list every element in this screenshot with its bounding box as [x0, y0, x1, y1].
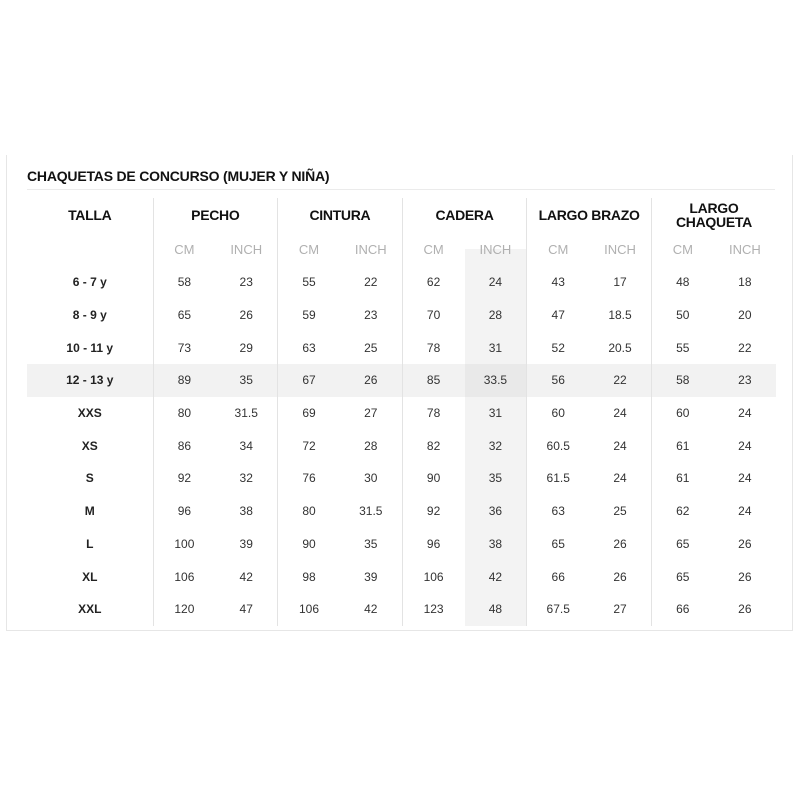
table-row — [27, 397, 776, 430]
inch-value-cell: 28 — [465, 299, 527, 332]
inch-value-cell: 48 — [465, 593, 527, 626]
cm-value-cell: 96 — [153, 495, 215, 528]
cm-value-cell: 65 — [651, 560, 713, 593]
size-cell: M — [84, 504, 95, 519]
inch-value-cell: 26 — [340, 364, 402, 397]
cm-value-cell: 85 — [402, 364, 464, 397]
unit-cm: CM — [402, 232, 464, 266]
inch-value-cell: 31.5 — [234, 406, 258, 421]
inch-value-cell: 42 — [465, 560, 527, 593]
inch-value-cell: 24 — [613, 438, 627, 453]
cm-value-cell: 73 — [153, 331, 215, 364]
unit-inch: INCH — [728, 241, 761, 257]
cm-value-cell: 106 — [402, 560, 464, 593]
size-cell: 8 - 9 y — [72, 308, 107, 323]
cm-value-cell: 60.5 — [527, 429, 589, 462]
header-talla: TALLA — [68, 207, 112, 223]
table-row — [27, 266, 776, 299]
cm-value-cell: 61 — [651, 429, 713, 462]
inch-value-cell: 22 — [738, 340, 752, 355]
inch-value-cell: 24 — [613, 406, 627, 421]
inch-value-cell: 24 — [738, 438, 752, 453]
cm-value-cell: 67 — [278, 364, 340, 397]
cm-value-cell: 100 — [153, 528, 215, 561]
unit-inch: INCH — [354, 241, 387, 257]
inch-value-cell: 28 — [364, 438, 378, 453]
cm-value-cell: 106 — [278, 593, 340, 626]
cm-value-cell: 69 — [278, 397, 340, 430]
cm-value-cell: 62 — [402, 266, 464, 299]
size-cell: XS — [81, 438, 98, 453]
inch-value-cell: 38 — [465, 528, 527, 561]
cm-value-cell: 58 — [153, 266, 215, 299]
inch-value-cell: 20 — [738, 308, 752, 323]
cm-value-cell: 65 — [527, 528, 589, 561]
cm-value-cell: 96 — [402, 528, 464, 561]
size-cell: 10 - 11 y — [66, 340, 114, 355]
cm-value-cell: 59 — [278, 299, 340, 332]
inch-value-cell: 26 — [738, 569, 752, 584]
table-row — [27, 593, 776, 626]
size-table — [27, 198, 776, 626]
size-cell: 6 - 7 y — [72, 275, 107, 290]
inch-value-cell: 23 — [364, 308, 378, 323]
cm-value-cell: 60 — [651, 397, 713, 430]
cm-value-cell: 61 — [651, 462, 713, 495]
size-cell: S — [85, 471, 94, 486]
header-pecho: PECHO — [153, 198, 278, 232]
cm-value-cell: 67.5 — [527, 593, 589, 626]
table-row — [27, 331, 776, 364]
inch-value-cell: 22 — [589, 364, 651, 397]
chart-title: CHAQUETAS DE CONCURSO (MUJER Y NIÑA) — [27, 168, 330, 184]
inch-value-cell: 31 — [465, 397, 527, 430]
cm-value-cell: 80 — [278, 495, 340, 528]
inch-value-cell: 42 — [364, 602, 378, 617]
cm-value-cell: 123 — [402, 593, 464, 626]
inch-value-cell: 34 — [239, 438, 253, 453]
cm-value-cell: 106 — [153, 560, 215, 593]
table-row — [27, 560, 776, 593]
unit-cm: CM — [153, 232, 215, 266]
cm-value-cell: 82 — [402, 429, 464, 462]
inch-value-cell: 27 — [613, 602, 627, 617]
unit-inch: INCH — [465, 232, 527, 266]
header-cadera: CADERA — [402, 198, 527, 232]
inch-value-cell: 33.5 — [465, 364, 527, 397]
inch-value-cell: 24 — [465, 266, 527, 299]
inch-value-cell: 26 — [613, 569, 627, 584]
unit-cm: CM — [651, 232, 713, 266]
cm-value-cell: 63 — [278, 331, 340, 364]
cm-value-cell: 92 — [402, 495, 464, 528]
cm-value-cell: 55 — [651, 331, 713, 364]
table-row — [27, 462, 776, 495]
cm-value-cell: 78 — [402, 331, 464, 364]
cm-value-cell: 60 — [527, 397, 589, 430]
table-row — [27, 495, 776, 528]
cm-value-cell: 47 — [527, 299, 589, 332]
cm-value-cell: 90 — [278, 528, 340, 561]
cm-value-cell: 58 — [651, 364, 713, 397]
unit-inch: INCH — [230, 241, 263, 257]
cm-value-cell: 43 — [527, 266, 589, 299]
inch-value-cell: 23 — [239, 275, 253, 290]
inch-value-cell: 24 — [738, 471, 752, 486]
inch-value-cell: 31 — [465, 331, 527, 364]
inch-value-cell: 32 — [465, 429, 527, 462]
inch-value-cell: 24 — [613, 471, 627, 486]
cm-value-cell: 86 — [153, 429, 215, 462]
inch-value-cell: 35 — [465, 462, 527, 495]
size-cell: XXS — [77, 406, 102, 421]
unit-blank — [27, 232, 153, 266]
cm-value-cell: 48 — [651, 266, 713, 299]
table-row — [27, 528, 776, 561]
size-cell: L — [86, 536, 94, 551]
inch-value-cell: 17 — [613, 275, 627, 290]
cm-value-cell: 55 — [278, 266, 340, 299]
inch-value-cell: 35 — [364, 536, 378, 551]
cm-value-cell: 62 — [651, 495, 713, 528]
inch-value-cell: 30 — [364, 471, 378, 486]
inch-value-cell: 42 — [239, 569, 253, 584]
unit-cm: CM — [278, 232, 340, 266]
inch-value-cell: 24 — [738, 406, 752, 421]
cm-value-cell: 65 — [153, 299, 215, 332]
inch-value-cell: 39 — [239, 536, 253, 551]
inch-value-cell: 25 — [364, 340, 378, 355]
cm-value-cell: 72 — [278, 429, 340, 462]
size-table-body — [27, 266, 776, 626]
inch-value-cell: 38 — [239, 504, 253, 519]
inch-value-cell: 26 — [738, 602, 752, 617]
unit-cm: CM — [527, 232, 589, 266]
inch-value-cell: 22 — [364, 275, 378, 290]
cm-value-cell: 92 — [153, 462, 215, 495]
cm-value-cell: 66 — [527, 560, 589, 593]
cm-value-cell: 80 — [153, 397, 215, 430]
size-cell: XXL — [78, 602, 102, 617]
header-cintura: CINTURA — [278, 198, 403, 232]
inch-value-cell: 32 — [239, 471, 253, 486]
cm-value-cell: 52 — [527, 331, 589, 364]
table-row — [27, 299, 776, 332]
size-cell: XL — [82, 569, 98, 584]
cm-value-cell: 65 — [651, 528, 713, 561]
size-chart-card — [6, 155, 793, 631]
cm-value-cell: 120 — [153, 593, 215, 626]
cm-value-cell: 50 — [651, 299, 713, 332]
title-divider — [27, 189, 775, 190]
inch-value-cell: 18.5 — [608, 308, 632, 323]
header-largo-chaqueta-line1: LARGO — [689, 200, 739, 216]
cm-value-cell: 63 — [527, 495, 589, 528]
cm-value-cell: 61.5 — [527, 462, 589, 495]
inch-value-cell: 18 — [738, 275, 752, 290]
cm-value-cell: 76 — [278, 462, 340, 495]
unit-inch: INCH — [604, 241, 636, 257]
header-largo-chaqueta — [651, 198, 776, 232]
inch-value-cell: 35 — [215, 364, 277, 397]
inch-value-cell: 27 — [364, 406, 378, 421]
table-row — [27, 429, 776, 462]
cm-value-cell: 98 — [278, 560, 340, 593]
cm-value-cell: 66 — [651, 593, 713, 626]
cm-value-cell: 89 — [153, 364, 215, 397]
inch-value-cell: 26 — [239, 308, 253, 323]
inch-value-cell: 31.5 — [359, 504, 383, 519]
size-cell: 12 - 13 y — [27, 364, 153, 397]
cm-value-cell: 56 — [527, 364, 589, 397]
inch-value-cell: 36 — [465, 495, 527, 528]
inch-value-cell: 23 — [714, 364, 776, 397]
inch-value-cell: 47 — [239, 602, 253, 617]
cm-value-cell: 70 — [402, 299, 464, 332]
inch-value-cell: 26 — [738, 536, 752, 551]
header-largo-chaqueta-line2: CHAQUETA — [676, 214, 752, 230]
inch-value-cell: 26 — [613, 536, 627, 551]
inch-value-cell: 20.5 — [608, 340, 632, 355]
inch-value-cell: 24 — [738, 504, 752, 519]
table-row — [27, 364, 776, 397]
cm-value-cell: 78 — [402, 397, 464, 430]
inch-value-cell: 25 — [613, 504, 627, 519]
inch-value-cell: 39 — [364, 569, 378, 584]
inch-value-cell: 29 — [239, 340, 253, 355]
header-largo-brazo: LARGO BRAZO — [527, 198, 652, 232]
cm-value-cell: 90 — [402, 462, 464, 495]
